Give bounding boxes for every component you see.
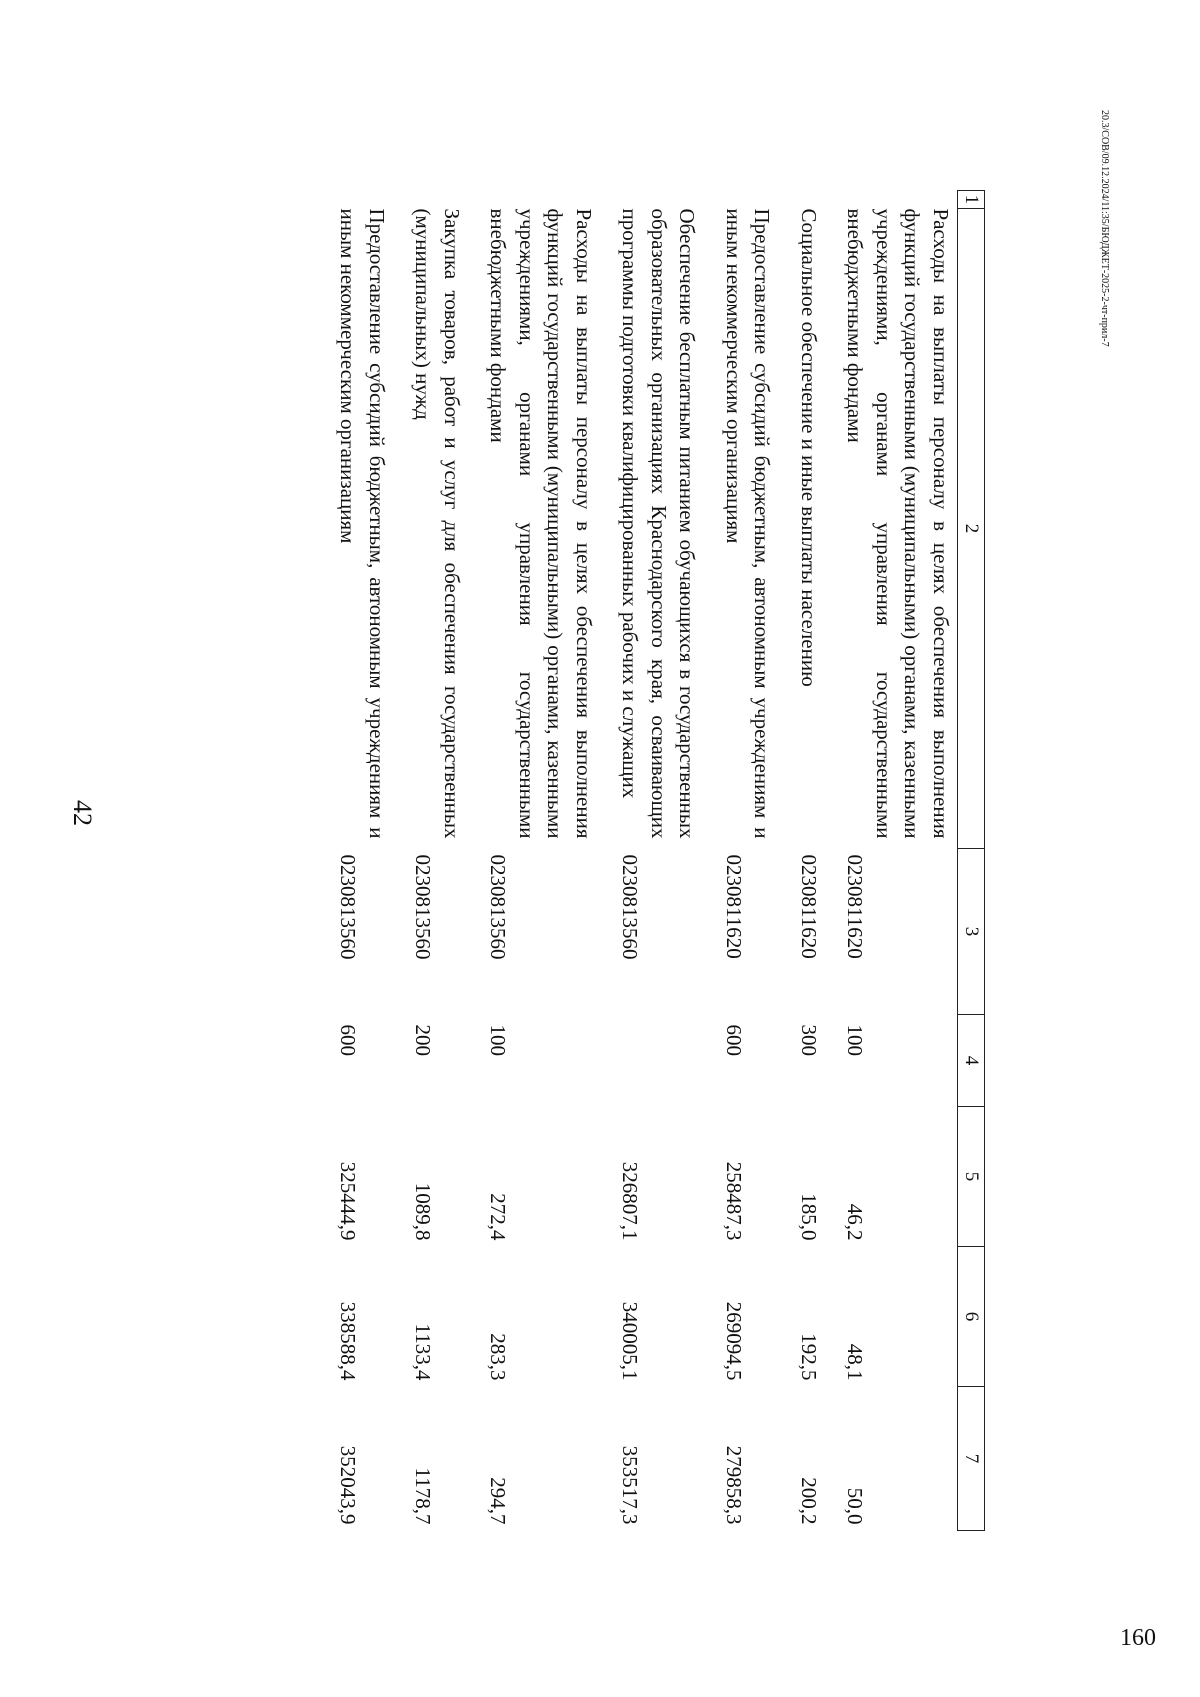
expense-type-code: 300 — [797, 1024, 821, 1056]
amount-year-1: 185,0 — [797, 1193, 821, 1241]
expense-name: Социальное обеспечение и иные выплаты населению — [797, 208, 821, 687]
row-index-cell — [706, 191, 781, 209]
page-number: 160 — [1120, 1625, 1156, 1651]
row-index-cell — [320, 191, 395, 209]
document-stamp: 20.3/СОВ/09.12.2024/11:35/БЮДЖЕТ-2025-2-чт-прил-7 — [1099, 110, 1110, 347]
sheet-number: 42 — [68, 800, 97, 826]
amount-year-3: 353517,3 — [618, 1445, 643, 1525]
row-index-cell — [602, 191, 706, 209]
col-header-3: 3 — [958, 849, 985, 1015]
amount-year-1: 325444,9 — [336, 1161, 361, 1241]
col-header-2: 2 — [958, 209, 985, 849]
target-code: 0230813560 — [486, 854, 511, 960]
expense-type-code: 600 — [722, 1024, 746, 1056]
amount-year-2: 48,1 — [843, 1343, 868, 1381]
amount-year-2: 1133,4 — [411, 1323, 436, 1381]
col-header-7: 7 — [958, 1387, 985, 1531]
expense-name: Предоставление субсидий бюджетным, автономным учреждениям и иным некоммерческим организациям — [336, 208, 389, 839]
amount-year-3: 294,7 — [486, 1477, 511, 1525]
target-code: 0230811620 — [843, 854, 868, 959]
amount-year-1: 46,2 — [843, 1203, 868, 1241]
col-header-4: 4 — [958, 1015, 985, 1107]
amount-year-2: 340005,1 — [618, 1301, 643, 1381]
row-index-cell — [781, 191, 828, 209]
expense-name: Предоставление субсидий бюджетным, автономным учреждениям и иным некоммерческим организациям — [722, 208, 775, 839]
amount-year-3: 200,2 — [797, 1477, 821, 1525]
header-row — [958, 191, 985, 1531]
expense-name: Закупка товаров, работ и услуг для обеспечения государственных (муниципальных) нужд — [411, 208, 464, 839]
budget-table — [320, 190, 985, 1531]
expense-type-code: 600 — [336, 1024, 361, 1056]
amount-year-3: 279858,3 — [722, 1445, 746, 1525]
col-header-1: 1 — [958, 191, 985, 209]
target-code: 0230813560 — [411, 854, 436, 960]
amount-year-1: 272,4 — [486, 1193, 511, 1241]
amount-year-1: 1089,8 — [411, 1182, 436, 1241]
expense-name: Расходы на выплаты персоналу в целях обеспечения выполнения функций государственными (муниципальными) органами, казенными учреждениями, органами управления государственными внебюджетными фондами — [486, 208, 596, 839]
amount-year-1: 326807,1 — [618, 1161, 643, 1241]
amount-year-2: 338588,4 — [336, 1301, 361, 1381]
table-row — [395, 191, 470, 1531]
expense-type-code: 100 — [843, 1024, 868, 1056]
expense-name: Обеспечение бесплатным питанием обучающихся в государственных образовательных организациях Краснодарского края, осваивающих программы подготовки квалифицированных рабочих и служащих — [618, 208, 700, 839]
amount-year-3: 50,0 — [843, 1487, 868, 1525]
expense-type-code: 200 — [411, 1024, 436, 1056]
row-index-cell — [827, 191, 958, 209]
table-row — [602, 191, 706, 1531]
target-code: 0230811620 — [722, 854, 746, 959]
table-row — [470, 191, 602, 1531]
amount-year-1: 258487,3 — [722, 1161, 746, 1241]
amount-year-3: 352043,9 — [336, 1445, 361, 1525]
row-index-cell — [395, 191, 470, 209]
target-code: 0230813560 — [618, 854, 643, 960]
target-code: 0230813560 — [336, 854, 361, 960]
amount-year-2: 269094,5 — [722, 1301, 746, 1381]
amount-year-2: 192,5 — [797, 1333, 821, 1381]
expense-name: Расходы на выплаты персоналу в целях обеспечения выполнения функций государственными (муниципальными) органами, казенными учреждениями, органами управления государственными внебюджетными фондами — [843, 208, 953, 839]
table-row — [827, 191, 958, 1531]
expense-type-code — [602, 1015, 706, 1107]
table-row — [781, 191, 828, 1531]
amount-year-2: 283,3 — [486, 1333, 511, 1381]
col-header-6: 6 — [958, 1247, 985, 1387]
table-row — [706, 191, 781, 1531]
expense-type-code: 100 — [486, 1024, 511, 1056]
target-code: 0230811620 — [797, 854, 821, 959]
table-row — [320, 191, 395, 1531]
row-index-cell — [470, 191, 602, 209]
col-header-5: 5 — [958, 1107, 985, 1247]
amount-year-3: 1178,7 — [411, 1467, 436, 1525]
